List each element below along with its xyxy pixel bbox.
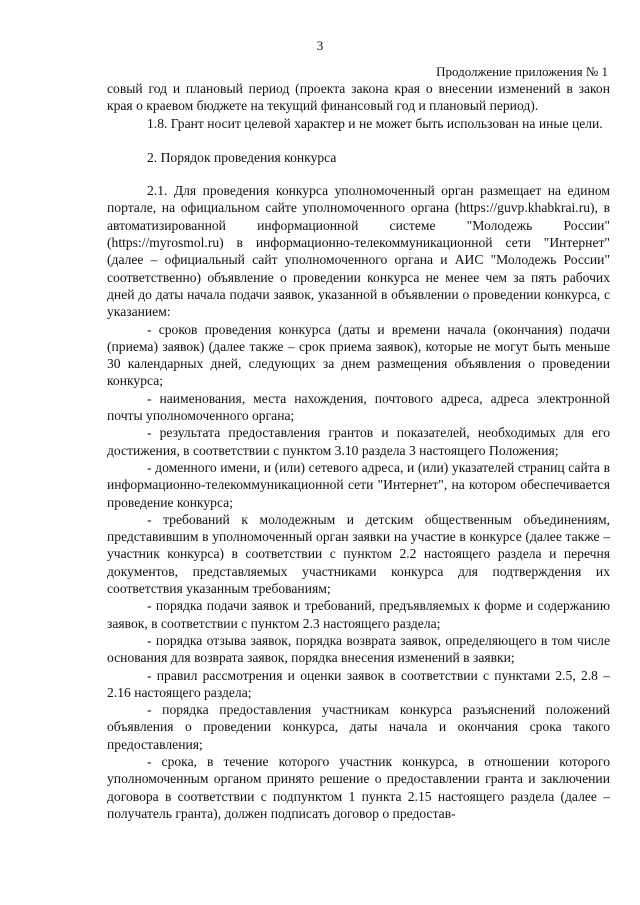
paragraph-1-8: 1.8. Грант носит целевой характер и не может быть использован на иные цели. bbox=[147, 115, 603, 131]
list-item: - порядка отзыва заявок, порядка возврата заявок, определяющего в том числе основания для возврата заявок, порядка внесения изменений в заявки; bbox=[107, 632, 610, 666]
list-item: - требований к молодежным и детским общественным объединениям, представившим в уполномоченный орган заявки на участие в конкурсе (далее также – участник конкурса) в соответствии с пунктом 2.2 настоящего раздела и перечня документов, представляемых участниками конкурса для подтверждения их соответствия указанным требованиям; bbox=[107, 511, 610, 597]
list-item: - результата предоставления грантов и показателей, необходимых для его достижения, в соответствии с пунктом 3.10 раздела 3 настоящего Положения; bbox=[107, 425, 610, 458]
list-item: - правил рассмотрения и оценки заявок в соответствии с пунктами 2.5, 2.8 – 2.16 настоящего раздела; bbox=[107, 667, 610, 700]
body-text bbox=[107, 80, 610, 822]
list-item: - доменного имени, и (или) сетевого адреса, и (или) указателей страниц сайта в информационно-телекоммуникационной сети "Интернет", на котором обеспечивается проведение конкурса; bbox=[107, 459, 610, 510]
list-item: - порядка предоставления участникам конкурса разъяснений положений объявления о проведении конкурса, даты начала и окончания срока такого предоставления; bbox=[107, 702, 610, 752]
header-note: Продолжение приложения № 1 bbox=[436, 64, 608, 79]
list-item: - наименования, места нахождения, почтового адреса, адреса электронной почты уполномоченного органа; bbox=[107, 390, 610, 424]
paragraph-2-1: 2.1. Для проведения конкурса уполномоченный орган размещает на едином портале, на официальном сайте уполномоченного органа (https://guvp.khabkrai.ru), в автоматизированной информационной системе "Молодежь России" (https://myrosmol.ru) в информационно-телекоммуникационной сети "Интернет" (далее – официальный сайт уполномоченного органа и АИС "Молодежь России" соответственно) объявление о проведении конкурса не менее чем за пять рабочих дней до даты начала подачи заявок, указанной в объявлении о проведении конкурса, с указанием: bbox=[107, 183, 610, 320]
list-item: - сроков проведения конкурса (даты и времени начала (окончания) подачи (приема) заявок) (далее также – срок приема заявок), которые не могут быть меньше 30 календарных дней, следующих за днем размещения объявления о проведении конкурса; bbox=[107, 321, 610, 389]
list-item: - срока, в течение которого участник конкурса, в отношении которого уполномоченным органом принято решение о предоставлении гранта и заключении договора в соответствии с подпунктом 1 пункта 2.15 настоящего раздела (далее – получатель гранта), должен подписать договор о предостав- bbox=[107, 753, 610, 821]
list-item: - порядка подачи заявок и требований, предъявляемых к форме и содержанию заявок, в соответствии с пунктом 2.3 настоящего раздела; bbox=[107, 598, 610, 631]
page-number: 3 bbox=[316, 38, 324, 53]
section-heading: 2. Порядок проведения конкурса bbox=[147, 149, 337, 165]
paragraph-continuation: совый год и плановый период (проекта закона края о внесении изменений в закон края о краевом бюджете на текущий финансовый год и плановый период). bbox=[107, 81, 610, 114]
